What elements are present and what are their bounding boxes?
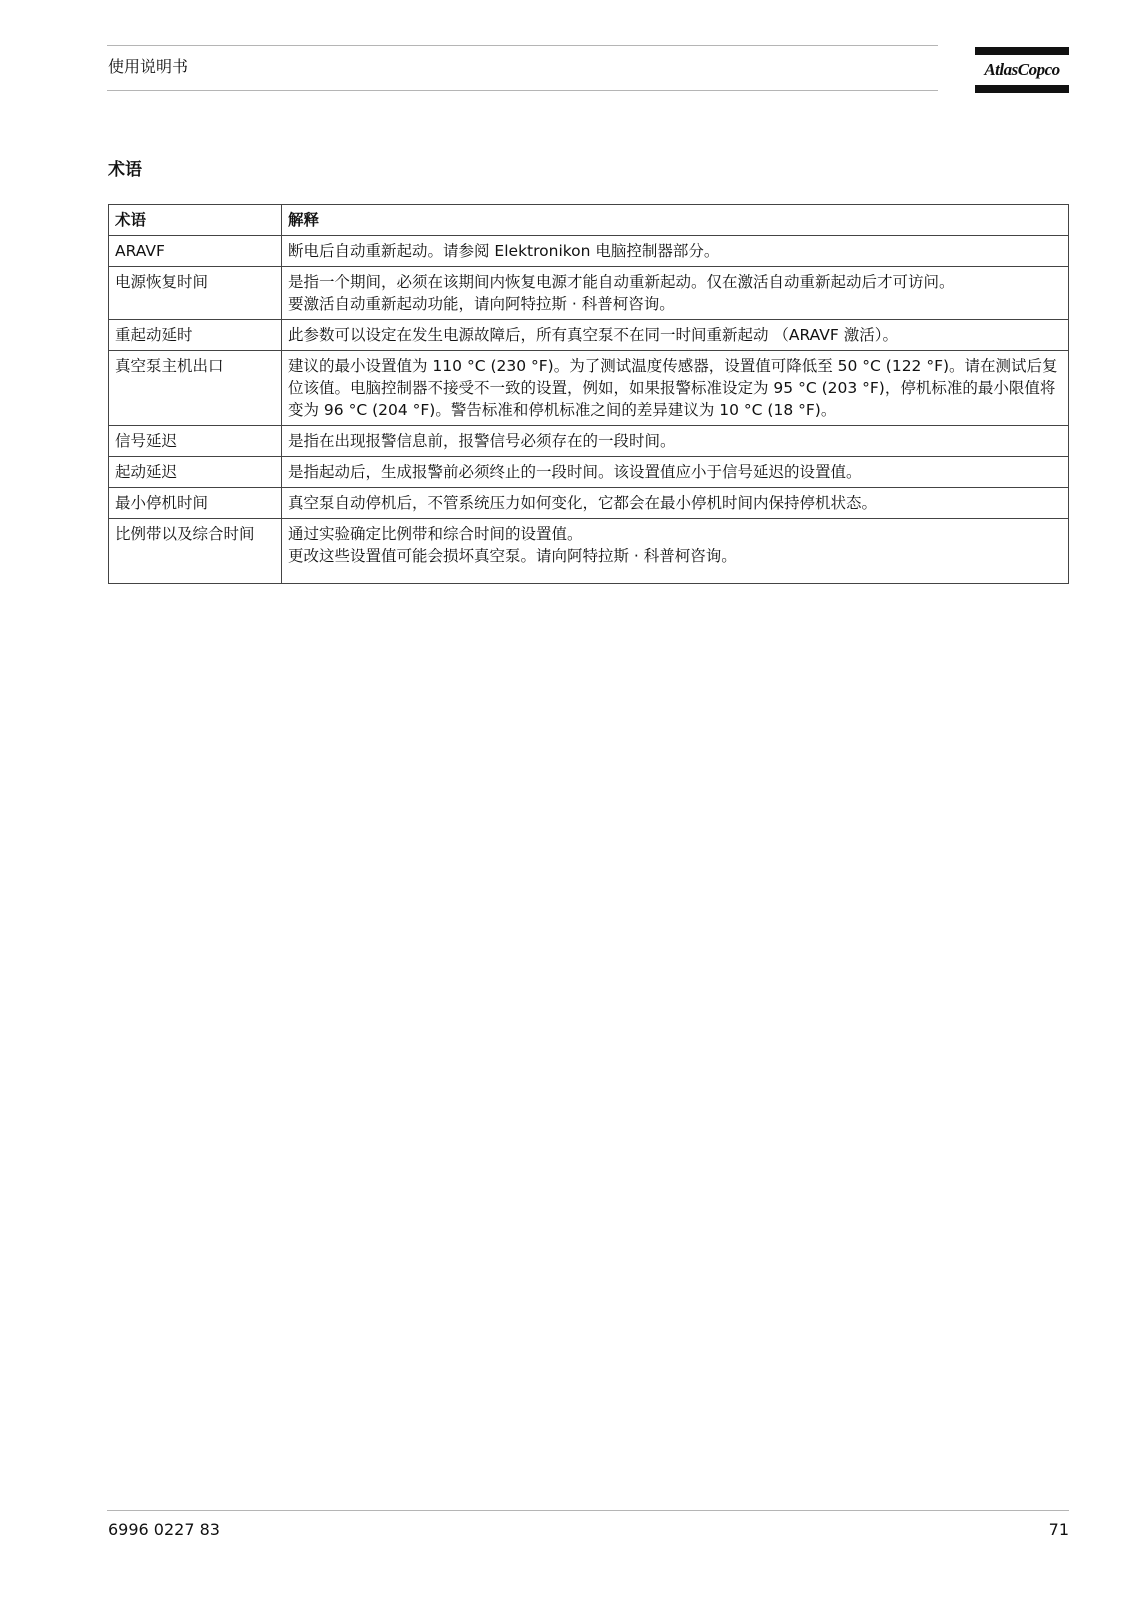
table-row (109, 488, 1069, 519)
explanation-cell (282, 519, 1069, 584)
logo-wordmark: AtlasCopco (984, 60, 1060, 79)
logo-bar-bottom (975, 85, 1069, 93)
table-row (109, 351, 1069, 426)
term-cell: ARAVF (109, 236, 282, 267)
explanation-cell (282, 320, 1069, 351)
explanation-line: 真空泵自动停机后，不管系统压力如何变化，它都会在最小停机时间内保持停机状态。 (288, 494, 878, 512)
term-cell: 信号延迟 (109, 426, 282, 457)
term-cell: 起动延迟 (109, 457, 282, 488)
header-rule-top (107, 45, 938, 46)
document-number: 6996 0227 83 (108, 1520, 220, 1539)
table-row (109, 320, 1069, 351)
section-heading: 术语 (108, 160, 142, 180)
explanation-line: 要激活自动重新起动功能，请向阿特拉斯 · 科普柯咨询。 (288, 295, 675, 313)
term-cell: 最小停机时间 (109, 488, 282, 519)
document-title: 使用说明书 (108, 57, 189, 76)
term-cell: 比例带以及综合时间 (109, 519, 282, 584)
explanation-cell (282, 457, 1069, 488)
explanation-line: 建议的最小设置值为 110 °C (230 °F)。为了测试温度传感器，设置值可降低至 50 °C (122 °F)。请在测试后复位该值。电脑控制器不接受不一致的设置，例如，如果报警标准设定为 95 °C (203 °F)，停机标准的最小限值将变为 96 °C (204 °F)。警告标准和停机标准之间的差异建议为 10 °C (18 °F)。 (288, 357, 1058, 419)
term-cell: 真空泵主机出口 (109, 351, 282, 426)
explanation-cell (282, 267, 1069, 320)
term-cell: 电源恢复时间 (109, 267, 282, 320)
atlas-copco-logo (975, 47, 1069, 94)
explanation-line: 通过实验确定比例带和综合时间的设置值。 (288, 525, 583, 543)
explanation-line: 是指在出现报警信息前，报警信号必须存在的一段时间。 (288, 432, 676, 450)
table-row (109, 426, 1069, 457)
explanation-line: 此参数可以设定在发生电源故障后，所有真空泵不在同一时间重新起动 （ARAVF 激活）。 (288, 326, 898, 344)
table-row (109, 267, 1069, 320)
explanation-line: 断电后自动重新起动。请参阅 Elektronikon 电脑控制器部分。 (288, 242, 720, 260)
column-header-term: 术语 (109, 205, 282, 236)
explanation-line: 是指起动后，生成报警前必须终止的一段时间。该设置值应小于信号延迟的设置值。 (288, 463, 862, 481)
footer-rule (107, 1510, 1069, 1511)
term-cell: 重起动延时 (109, 320, 282, 351)
explanation-line: 是指一个期间，必须在该期间内恢复电源才能自动重新起动。仅在激活自动重新起动后才可访问。 (288, 273, 955, 291)
explanation-line: 更改这些设置值可能会损坏真空泵。请向阿特拉斯 · 科普柯咨询。 (288, 547, 737, 565)
explanation-cell (282, 426, 1069, 457)
explanation-cell (282, 351, 1069, 426)
header-rule-bottom (107, 90, 938, 91)
table-header-row (109, 205, 1069, 236)
explanation-cell (282, 488, 1069, 519)
column-header-explanation: 解释 (282, 205, 1069, 236)
explanation-cell (282, 236, 1069, 267)
table-row (109, 236, 1069, 267)
table-row (109, 457, 1069, 488)
page-number: 71 (1048, 1520, 1069, 1539)
logo-bar-top (975, 47, 1069, 55)
table-row (109, 519, 1069, 584)
terms-table (108, 204, 1069, 584)
